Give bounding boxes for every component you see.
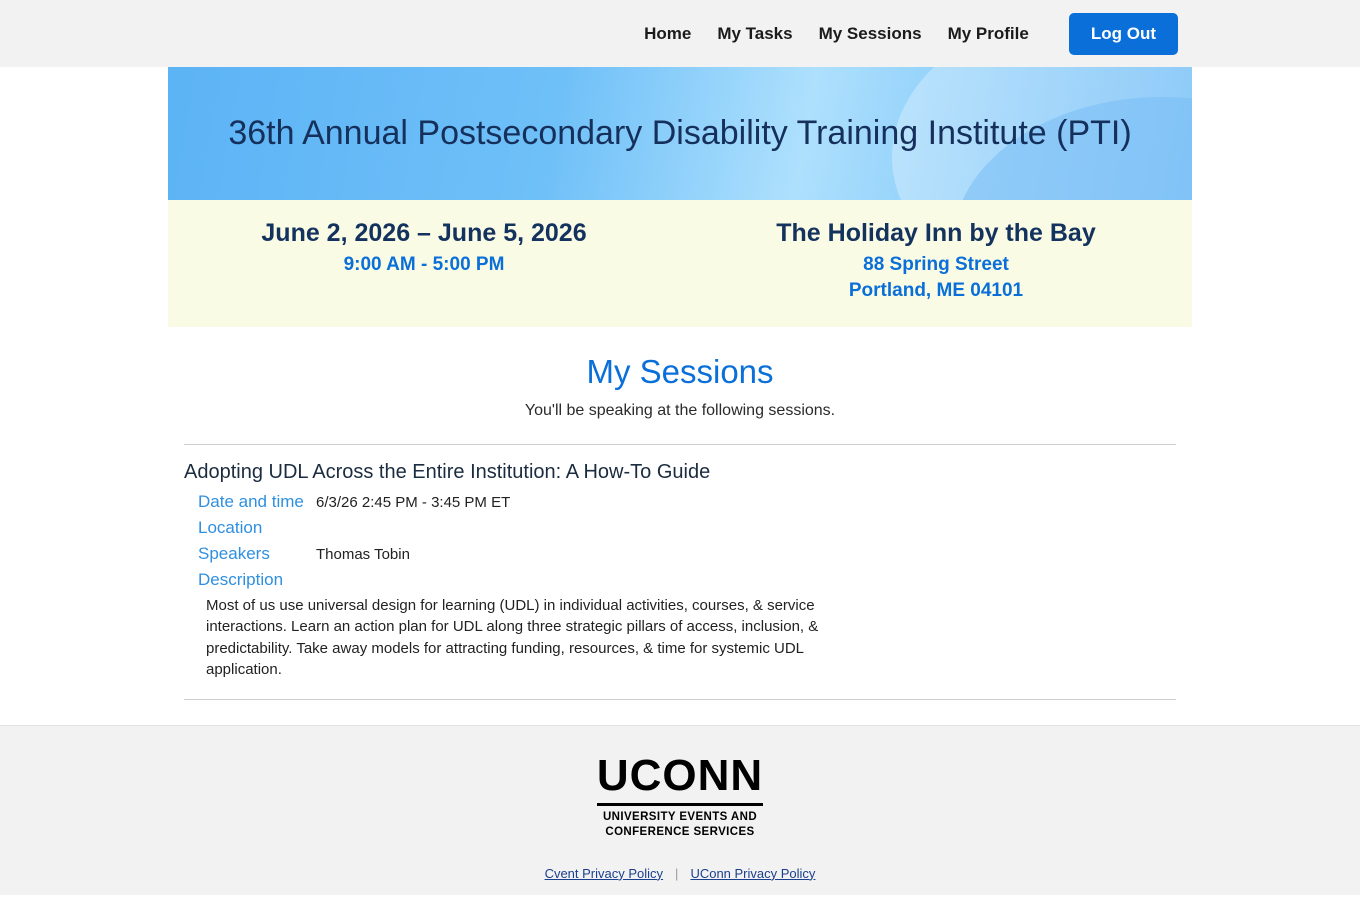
nav-link-my-profile[interactable]: My Profile <box>947 23 1029 43</box>
event-venue-name: The Holiday Inn by the Bay <box>776 219 1096 247</box>
top-navigation-bar <box>0 0 1360 67</box>
event-title: 36th Annual Postsecondary Disability Training Institute (PTI) <box>228 114 1132 153</box>
session-location-label: Location <box>198 517 263 537</box>
session-date-time-row <box>198 492 1176 512</box>
session-title: Adopting UDL Across the Entire Institution: A How-To Guide <box>184 460 711 483</box>
session-description-value: Most of us use universal design for learning (UDL) in individual activities, courses, & service interactions. Learn an action plan for UDL along three strategic pillars of access, inclusion, & predictability. Take away models for attracting funding, resources, & time for systemic UDL application. <box>206 596 819 679</box>
uconn-logo-wordmark: UCONN <box>596 751 764 801</box>
session-speakers-row <box>198 544 1176 564</box>
session-item[interactable] <box>184 445 1176 700</box>
footer-links <box>0 866 1360 881</box>
main-content <box>168 327 1192 725</box>
uconn-logo-rule <box>597 803 763 806</box>
uconn-logo <box>596 751 764 839</box>
cvent-privacy-policy-link[interactable]: Cvent Privacy Policy <box>544 865 664 881</box>
nav-link-my-sessions[interactable]: My Sessions <box>818 23 922 43</box>
session-speakers-value: Thomas Tobin <box>316 545 410 563</box>
uconn-privacy-policy-link[interactable]: UConn Privacy Policy <box>690 865 816 881</box>
page-title: My Sessions <box>586 353 774 391</box>
event-times: 9:00 AM - 5:00 PM <box>343 253 505 275</box>
page-subtitle: You'll be speaking at the following sessions. <box>524 401 836 419</box>
event-address-line1: 88 Spring Street <box>863 253 1009 275</box>
page-body <box>0 67 1360 725</box>
session-speakers-label: Speakers <box>198 543 270 563</box>
event-venue-block <box>680 216 1192 305</box>
nav-links <box>644 24 1029 44</box>
page-footer <box>0 725 1360 895</box>
nav-link-home[interactable]: Home <box>644 23 692 43</box>
footer-link-separator: | <box>675 865 679 881</box>
uconn-logo-subline-2: CONFERENCE SERVICES <box>605 825 755 838</box>
nav-link-my-tasks[interactable]: My Tasks <box>717 23 793 43</box>
uconn-logo-subline-1: UNIVERSITY EVENTS AND <box>602 811 758 824</box>
session-date-time-value: 6/3/26 2:45 PM - 3:45 PM ET <box>316 493 511 511</box>
session-date-time-label: Date and time <box>198 491 304 511</box>
event-info-strip <box>168 200 1192 327</box>
event-dates: June 2, 2026 – June 5, 2026 <box>261 219 587 247</box>
log-out-button[interactable]: Log Out <box>1069 13 1178 55</box>
session-description-label: Description <box>198 569 284 589</box>
session-location-row <box>198 518 1176 538</box>
event-banner <box>168 67 1192 200</box>
event-address-line2: Portland, ME 04101 <box>848 280 1024 302</box>
event-date-block <box>168 216 680 305</box>
sessions-list <box>184 444 1176 700</box>
